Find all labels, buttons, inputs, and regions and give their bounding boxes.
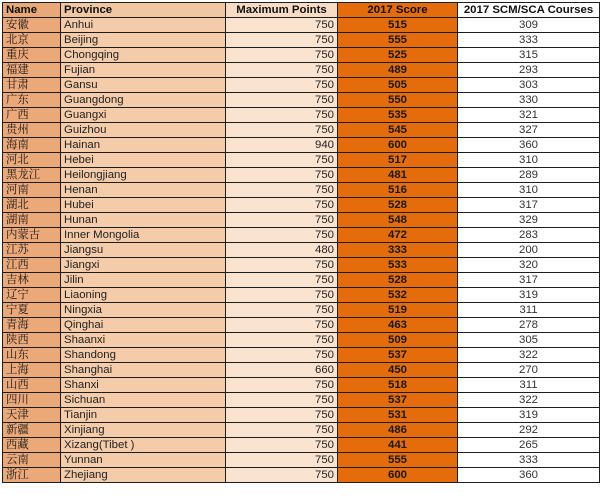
- cell-2017-score: 518: [338, 378, 458, 393]
- cell-2017-courses: 310: [458, 153, 600, 168]
- cell-province: Shanghai: [61, 363, 226, 378]
- cell-province: Qinghai: [61, 318, 226, 333]
- cell-province: Hebei: [61, 153, 226, 168]
- cell-province: Jiangxi: [61, 258, 226, 273]
- cell-2017-score: 509: [338, 333, 458, 348]
- cell-chinese-name: 陕西: [3, 333, 61, 348]
- cell-max-points: 750: [226, 348, 338, 363]
- table-row: [3, 273, 600, 288]
- cell-2017-score: 333: [338, 243, 458, 258]
- table-row: [3, 378, 600, 393]
- table-row: [3, 438, 600, 453]
- cell-province: Sichuan: [61, 393, 226, 408]
- cell-province: Ningxia: [61, 303, 226, 318]
- cell-2017-courses: 289: [458, 168, 600, 183]
- table-row: [3, 408, 600, 423]
- cell-chinese-name: 福建: [3, 63, 61, 78]
- cell-chinese-name: 天津: [3, 408, 61, 423]
- cell-province: Shaanxi: [61, 333, 226, 348]
- cell-chinese-name: 湖南: [3, 213, 61, 228]
- cell-2017-courses: 319: [458, 408, 600, 423]
- cell-max-points: 750: [226, 78, 338, 93]
- cell-2017-score: 489: [338, 63, 458, 78]
- cell-2017-score: 550: [338, 93, 458, 108]
- cell-2017-courses: 315: [458, 48, 600, 63]
- cell-2017-score: 486: [338, 423, 458, 438]
- cell-2017-score: 517: [338, 153, 458, 168]
- cell-max-points: 750: [226, 228, 338, 243]
- cell-chinese-name: 甘肃: [3, 78, 61, 93]
- table-row: [3, 168, 600, 183]
- cell-max-points: 750: [226, 153, 338, 168]
- cell-max-points: 750: [226, 288, 338, 303]
- cell-chinese-name: 吉林: [3, 273, 61, 288]
- table-row: [3, 213, 600, 228]
- table-row: [3, 468, 600, 483]
- cell-2017-courses: 311: [458, 378, 600, 393]
- cell-chinese-name: 海南: [3, 138, 61, 153]
- cell-max-points: 750: [226, 213, 338, 228]
- cell-chinese-name: 黑龙江: [3, 168, 61, 183]
- cell-2017-courses: 330: [458, 93, 600, 108]
- table-row: [3, 393, 600, 408]
- cell-2017-score: 525: [338, 48, 458, 63]
- table-row: [3, 108, 600, 123]
- cell-2017-courses: 278: [458, 318, 600, 333]
- cell-max-points: 750: [226, 333, 338, 348]
- cell-max-points: 750: [226, 33, 338, 48]
- cell-province: Henan: [61, 183, 226, 198]
- cell-2017-courses: 360: [458, 468, 600, 483]
- cell-chinese-name: 湖北: [3, 198, 61, 213]
- cell-2017-courses: 320: [458, 258, 600, 273]
- cell-chinese-name: 内蒙古: [3, 228, 61, 243]
- cell-max-points: 750: [226, 318, 338, 333]
- cell-max-points: 750: [226, 408, 338, 423]
- cell-chinese-name: 山西: [3, 378, 61, 393]
- cell-province: Beijing: [61, 33, 226, 48]
- cell-2017-courses: 321: [458, 108, 600, 123]
- cell-chinese-name: 辽宁: [3, 288, 61, 303]
- cell-2017-score: 537: [338, 348, 458, 363]
- table-row: [3, 348, 600, 363]
- cell-2017-score: 441: [338, 438, 458, 453]
- table-row: [3, 78, 600, 93]
- table-row: [3, 318, 600, 333]
- cell-chinese-name: 广西: [3, 108, 61, 123]
- cell-2017-score: 505: [338, 78, 458, 93]
- table-row: [3, 48, 600, 63]
- cell-max-points: 660: [226, 363, 338, 378]
- cell-max-points: 750: [226, 18, 338, 33]
- cell-max-points: 750: [226, 438, 338, 453]
- cell-max-points: 750: [226, 453, 338, 468]
- cell-province: Yunnan: [61, 453, 226, 468]
- cell-2017-score: 519: [338, 303, 458, 318]
- cell-chinese-name: 四川: [3, 393, 61, 408]
- table-row: [3, 63, 600, 78]
- cell-chinese-name: 上海: [3, 363, 61, 378]
- cell-max-points: 480: [226, 243, 338, 258]
- cell-chinese-name: 青海: [3, 318, 61, 333]
- cell-2017-courses: 283: [458, 228, 600, 243]
- cell-province: Fujian: [61, 63, 226, 78]
- cell-2017-courses: 265: [458, 438, 600, 453]
- cell-2017-courses: 293: [458, 63, 600, 78]
- table-row: [3, 243, 600, 258]
- cell-chinese-name: 安徽: [3, 18, 61, 33]
- table-row: [3, 183, 600, 198]
- cell-2017-courses: 292: [458, 423, 600, 438]
- table-row: [3, 138, 600, 153]
- cell-chinese-name: 贵州: [3, 123, 61, 138]
- table-row: [3, 333, 600, 348]
- table-header-row: [3, 3, 600, 18]
- table-body: [3, 18, 600, 483]
- cell-2017-courses: 329: [458, 213, 600, 228]
- cell-max-points: 750: [226, 423, 338, 438]
- cell-2017-score: 600: [338, 138, 458, 153]
- cell-2017-score: 450: [338, 363, 458, 378]
- cell-chinese-name: 重庆: [3, 48, 61, 63]
- cell-chinese-name: 云南: [3, 453, 61, 468]
- cell-2017-score: 537: [338, 393, 458, 408]
- cell-2017-courses: 311: [458, 303, 600, 318]
- cell-2017-courses: 360: [458, 138, 600, 153]
- cell-province: Shandong: [61, 348, 226, 363]
- table-row: [3, 123, 600, 138]
- table-row: [3, 258, 600, 273]
- cell-province: Jiangsu: [61, 243, 226, 258]
- cell-2017-score: 555: [338, 33, 458, 48]
- cell-province: Hunan: [61, 213, 226, 228]
- cell-chinese-name: 河北: [3, 153, 61, 168]
- cell-chinese-name: 河南: [3, 183, 61, 198]
- cell-2017-score: 532: [338, 288, 458, 303]
- cell-2017-courses: 322: [458, 393, 600, 408]
- cell-max-points: 750: [226, 63, 338, 78]
- cell-chinese-name: 山东: [3, 348, 61, 363]
- cell-province: Anhui: [61, 18, 226, 33]
- cell-chinese-name: 江西: [3, 258, 61, 273]
- table-row: [3, 153, 600, 168]
- cell-2017-courses: 303: [458, 78, 600, 93]
- header-2017-score: 2017 Score: [338, 3, 458, 18]
- table-row: [3, 228, 600, 243]
- cell-chinese-name: 新疆: [3, 423, 61, 438]
- cell-max-points: 940: [226, 138, 338, 153]
- cell-2017-courses: 333: [458, 453, 600, 468]
- table-row: [3, 288, 600, 303]
- header-name: Name: [3, 3, 61, 18]
- cell-chinese-name: 江苏: [3, 243, 61, 258]
- cell-2017-score: 535: [338, 108, 458, 123]
- cell-2017-courses: 322: [458, 348, 600, 363]
- cell-province: Chongqing: [61, 48, 226, 63]
- header-max-points: Maximum Points: [226, 3, 338, 18]
- cell-province: Xizang(Tibet ): [61, 438, 226, 453]
- cell-max-points: 750: [226, 168, 338, 183]
- cell-chinese-name: 北京: [3, 33, 61, 48]
- header-2017-courses: 2017 SCM/SCA Courses: [458, 3, 600, 18]
- cell-max-points: 750: [226, 273, 338, 288]
- cell-province: Gansu: [61, 78, 226, 93]
- cell-2017-score: 533: [338, 258, 458, 273]
- table-row: [3, 423, 600, 438]
- cell-province: Hubei: [61, 198, 226, 213]
- cell-chinese-name: 浙江: [3, 468, 61, 483]
- cell-chinese-name: 广东: [3, 93, 61, 108]
- cell-max-points: 750: [226, 393, 338, 408]
- cell-2017-score: 600: [338, 468, 458, 483]
- header-province: Province: [61, 3, 226, 18]
- cell-province: Guangdong: [61, 93, 226, 108]
- cell-max-points: 750: [226, 198, 338, 213]
- cell-2017-score: 528: [338, 273, 458, 288]
- cell-2017-score: 516: [338, 183, 458, 198]
- cell-max-points: 750: [226, 468, 338, 483]
- cell-province: Tianjin: [61, 408, 226, 423]
- cell-2017-courses: 317: [458, 198, 600, 213]
- cell-2017-courses: 327: [458, 123, 600, 138]
- table-row: [3, 363, 600, 378]
- cell-province: Shanxi: [61, 378, 226, 393]
- cell-2017-score: 555: [338, 453, 458, 468]
- cell-province: Guizhou: [61, 123, 226, 138]
- cell-max-points: 750: [226, 123, 338, 138]
- cell-2017-score: 463: [338, 318, 458, 333]
- cell-max-points: 750: [226, 303, 338, 318]
- cell-max-points: 750: [226, 48, 338, 63]
- cell-2017-courses: 333: [458, 33, 600, 48]
- cell-chinese-name: 西藏: [3, 438, 61, 453]
- table-row: [3, 33, 600, 48]
- cell-province: Liaoning: [61, 288, 226, 303]
- cell-2017-score: 481: [338, 168, 458, 183]
- table-row: [3, 93, 600, 108]
- cell-max-points: 750: [226, 378, 338, 393]
- cell-max-points: 750: [226, 93, 338, 108]
- cell-max-points: 750: [226, 108, 338, 123]
- cell-2017-score: 548: [338, 213, 458, 228]
- cell-max-points: 750: [226, 183, 338, 198]
- cell-max-points: 750: [226, 258, 338, 273]
- cell-2017-courses: 305: [458, 333, 600, 348]
- cell-2017-courses: 200: [458, 243, 600, 258]
- table-row: [3, 453, 600, 468]
- cell-2017-courses: 319: [458, 288, 600, 303]
- cell-province: Hainan: [61, 138, 226, 153]
- cell-chinese-name: 宁夏: [3, 303, 61, 318]
- cell-2017-score: 472: [338, 228, 458, 243]
- table-row: [3, 303, 600, 318]
- cell-province: Jilin: [61, 273, 226, 288]
- cell-2017-score: 531: [338, 408, 458, 423]
- cell-2017-score: 528: [338, 198, 458, 213]
- cell-2017-courses: 317: [458, 273, 600, 288]
- cell-2017-score: 515: [338, 18, 458, 33]
- cell-2017-score: 545: [338, 123, 458, 138]
- cell-2017-courses: 310: [458, 183, 600, 198]
- cell-2017-courses: 309: [458, 18, 600, 33]
- cell-province: Guangxi: [61, 108, 226, 123]
- cell-province: Xinjiang: [61, 423, 226, 438]
- cell-province: Inner Mongolia: [61, 228, 226, 243]
- cell-province: Zhejiang: [61, 468, 226, 483]
- cell-2017-courses: 270: [458, 363, 600, 378]
- score-table: [2, 2, 600, 483]
- table-row: [3, 18, 600, 33]
- cell-province: Heilongjiang: [61, 168, 226, 183]
- table-row: [3, 198, 600, 213]
